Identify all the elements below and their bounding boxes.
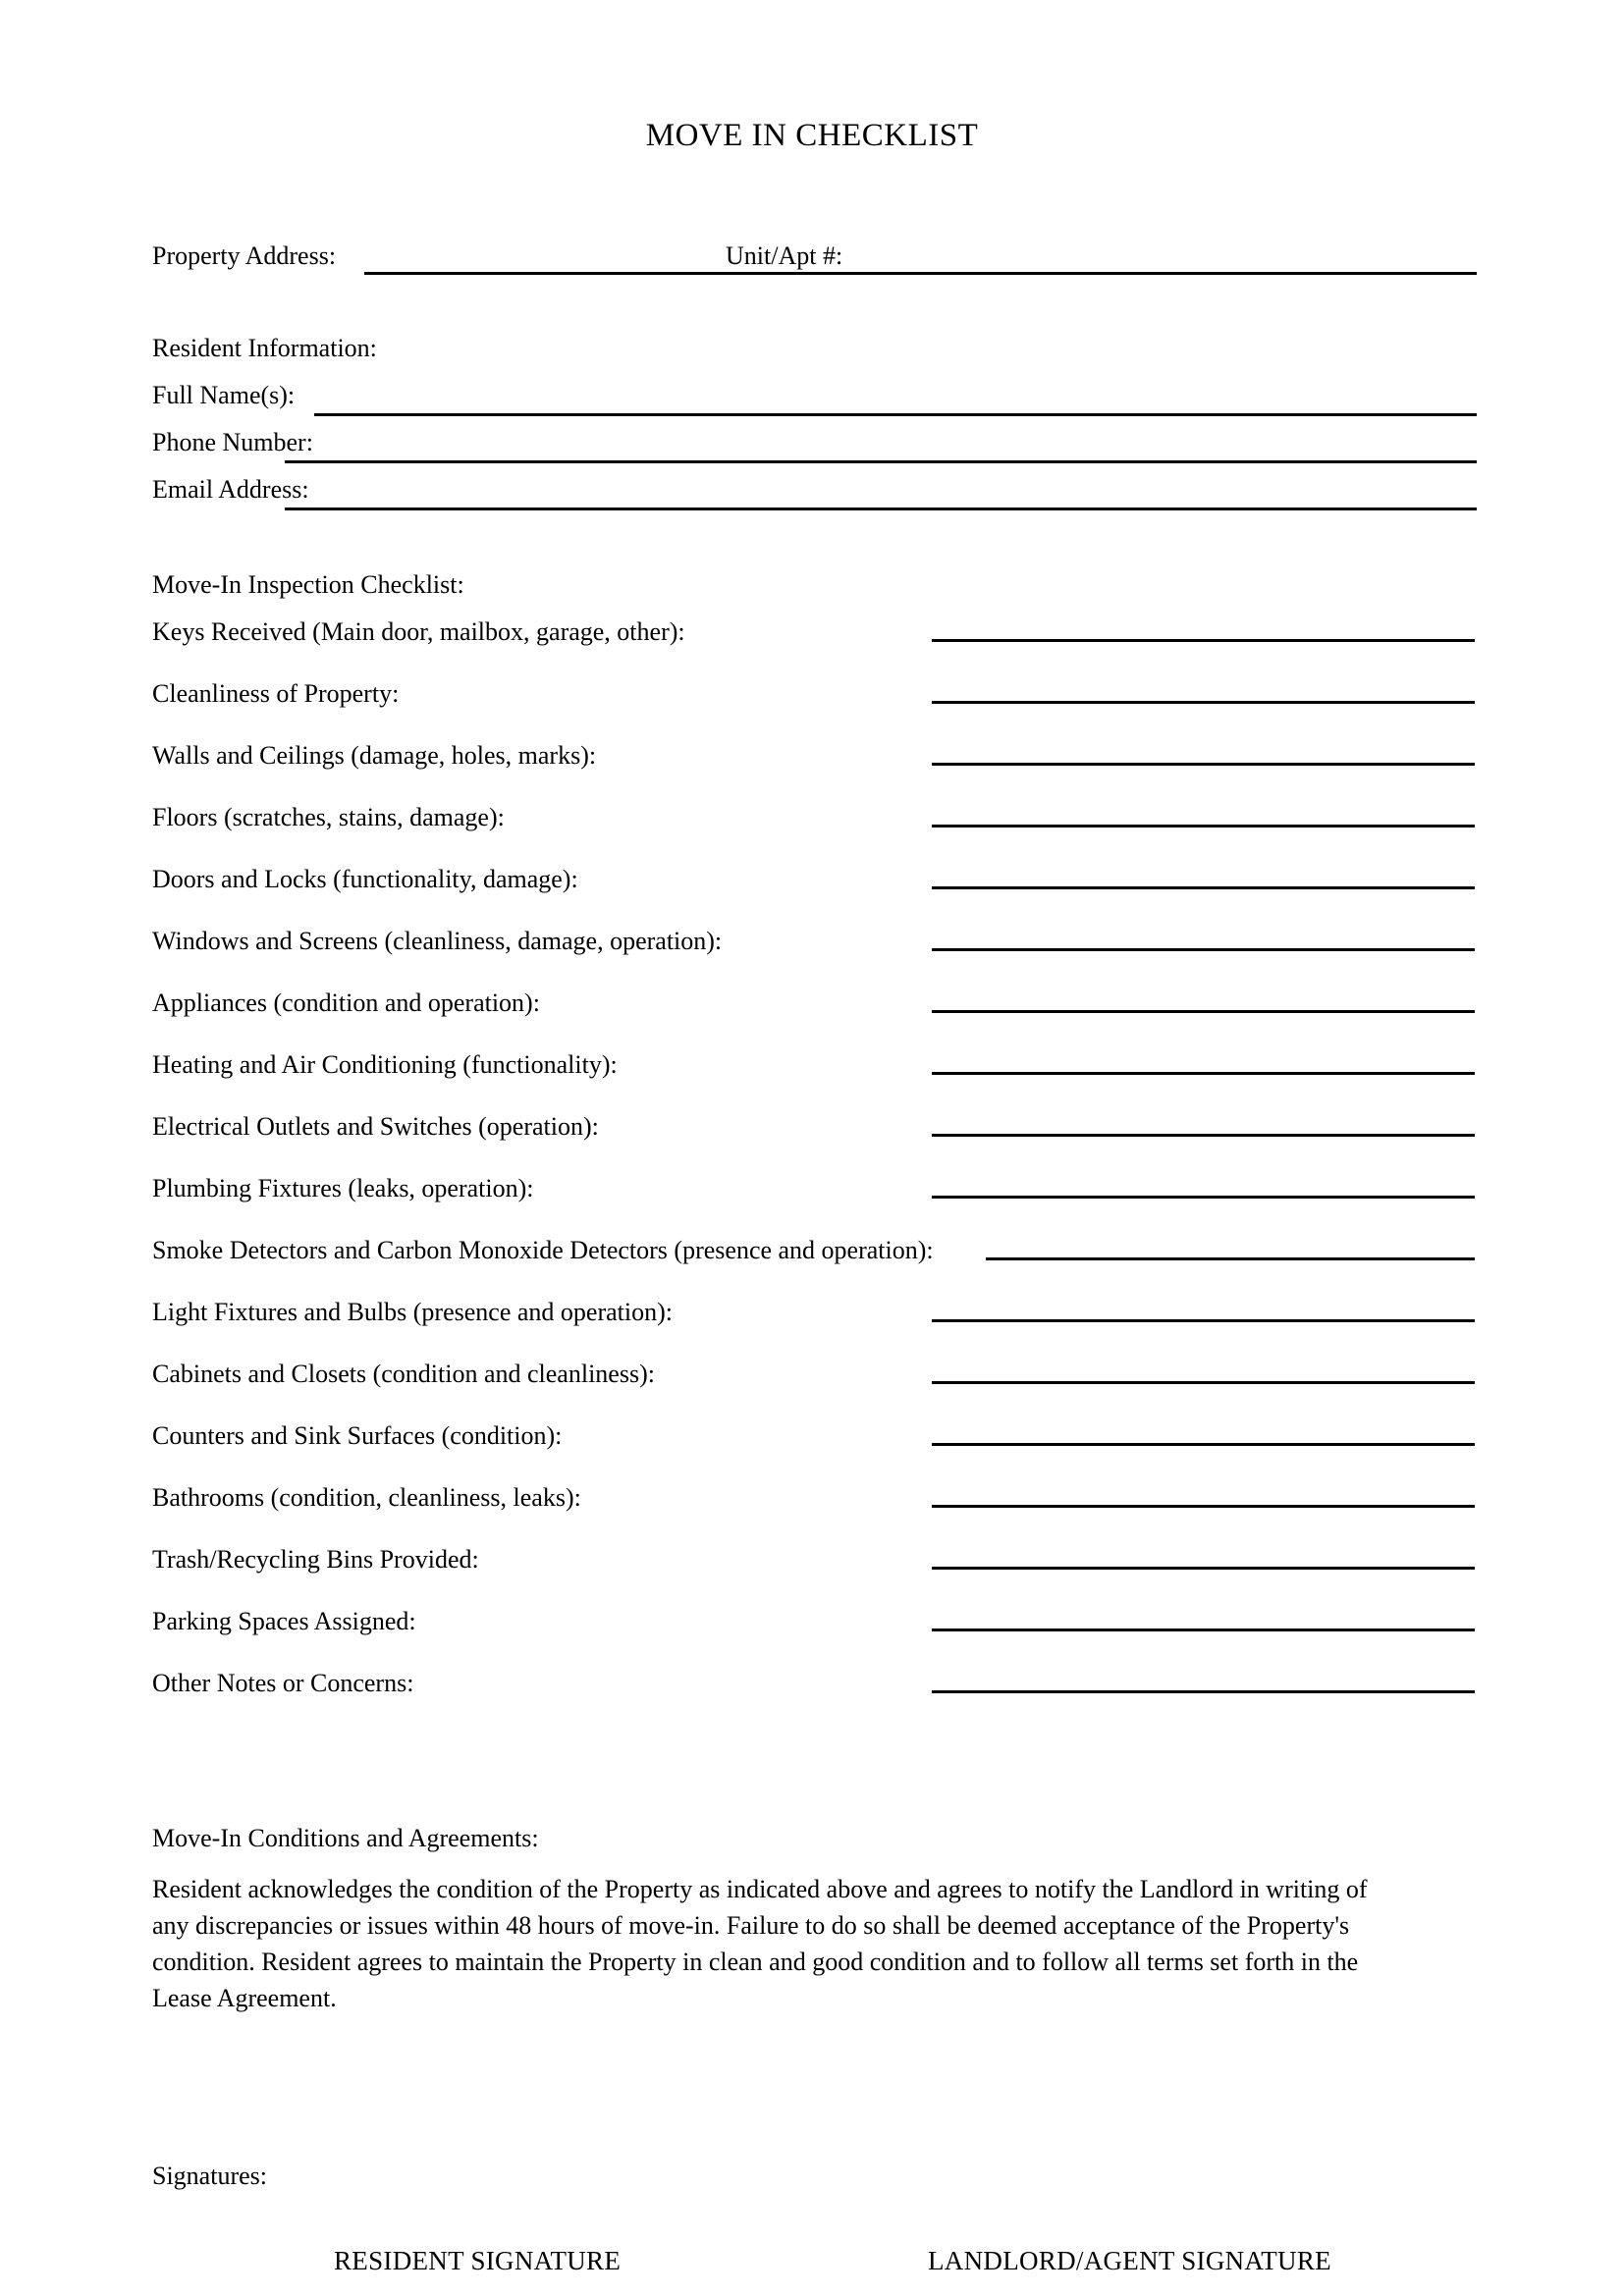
checklist-item-label-13: Counters and Sink Surfaces (condition): bbox=[152, 1421, 563, 1450]
checklist-item-label-3: Floors (scratches, stains, damage): bbox=[152, 803, 505, 831]
checklist-item-input-0[interactable] bbox=[932, 639, 1475, 642]
checklist-item-input-4[interactable] bbox=[932, 886, 1475, 889]
checklist-item-input-14[interactable] bbox=[932, 1505, 1475, 1508]
conditions-paragraph-line-1: any discrepancies or issues within 48 hours of move-in. Failure to do so shall be deemed acceptance of the Property's bbox=[152, 1911, 1350, 1940]
unit-apt-label: Unit/Apt #: bbox=[726, 241, 843, 270]
checklist-item-label-7: Heating and Air Conditioning (functionality): bbox=[152, 1050, 618, 1079]
checklist-item-label-10: Smoke Detectors and Carbon Monoxide Detectors (presence and operation): bbox=[152, 1236, 934, 1264]
conditions-paragraph-line-3: Lease Agreement. bbox=[152, 1984, 337, 2012]
checklist-item-input-16[interactable] bbox=[932, 1629, 1475, 1631]
conditions-paragraph bbox=[152, 1871, 1470, 2016]
resident-information-heading: Resident Information: bbox=[152, 334, 377, 362]
checklist-item-label-16: Parking Spaces Assigned: bbox=[152, 1607, 416, 1635]
checklist-item-label-6: Appliances (condition and operation): bbox=[152, 988, 540, 1017]
checklist-item-label-15: Trash/Recycling Bins Provided: bbox=[152, 1545, 479, 1574]
checklist-item-label-12: Cabinets and Closets (condition and cleanliness): bbox=[152, 1360, 655, 1388]
resident-signature-caption: RESIDENT SIGNATURE bbox=[334, 2246, 622, 2275]
conditions-heading: Move-In Conditions and Agreements: bbox=[152, 1824, 539, 1852]
conditions-paragraph-line-2: condition. Resident agrees to maintain the Property in clean and good condition and to follow all terms set forth in the bbox=[152, 1948, 1359, 1976]
checklist-item-input-7[interactable] bbox=[932, 1072, 1475, 1075]
phone-number-label: Phone Number: bbox=[152, 428, 313, 456]
conditions-paragraph-line-0: Resident acknowledges the condition of the Property as indicated above and agrees to notify the Landlord in writing of bbox=[152, 1875, 1368, 1903]
phone-number-input[interactable] bbox=[285, 460, 1477, 463]
page-title: MOVE IN CHECKLIST bbox=[645, 118, 979, 153]
checklist-item-input-10[interactable] bbox=[986, 1257, 1475, 1260]
checklist-item-input-8[interactable] bbox=[932, 1134, 1475, 1137]
checklist-item-label-8: Electrical Outlets and Switches (operation): bbox=[152, 1112, 599, 1141]
checklist-item-label-5: Windows and Screens (cleanliness, damage, operation): bbox=[152, 927, 723, 955]
signatures-heading: Signatures: bbox=[152, 2162, 267, 2190]
checklist-item-input-9[interactable] bbox=[932, 1196, 1475, 1199]
checklist-item-input-1[interactable] bbox=[932, 701, 1475, 704]
checklist-item-label-9: Plumbing Fixtures (leaks, operation): bbox=[152, 1174, 534, 1202]
checklist-item-input-13[interactable] bbox=[932, 1443, 1475, 1446]
checklist-item-input-11[interactable] bbox=[932, 1319, 1475, 1322]
checklist-item-input-6[interactable] bbox=[932, 1010, 1475, 1013]
checklist-item-label-0: Keys Received (Main door, mailbox, garage, other): bbox=[152, 617, 685, 646]
checklist-item-label-2: Walls and Ceilings (damage, holes, marks): bbox=[152, 741, 597, 770]
checklist-item-input-3[interactable] bbox=[932, 825, 1475, 828]
email-address-label: Email Address: bbox=[152, 475, 309, 504]
checklist-item-label-14: Bathrooms (condition, cleanliness, leaks): bbox=[152, 1483, 581, 1512]
email-address-input[interactable] bbox=[285, 507, 1477, 510]
checklist-item-input-12[interactable] bbox=[932, 1381, 1475, 1384]
checklist-item-input-5[interactable] bbox=[932, 948, 1475, 951]
landlord-signature-caption: LANDLORD/AGENT SIGNATURE bbox=[928, 2246, 1331, 2275]
checklist-item-input-15[interactable] bbox=[932, 1567, 1475, 1570]
checklist-item-input-2[interactable] bbox=[932, 763, 1475, 766]
checklist-item-label-11: Light Fixtures and Bulbs (presence and operation): bbox=[152, 1298, 673, 1326]
inspection-checklist-heading: Move-In Inspection Checklist: bbox=[152, 570, 464, 599]
checklist-item-input-17[interactable] bbox=[932, 1690, 1475, 1693]
checklist-item-label-17: Other Notes or Concerns: bbox=[152, 1669, 414, 1697]
checklist-item-label-4: Doors and Locks (functionality, damage): bbox=[152, 865, 578, 893]
unit-apt-input[interactable] bbox=[823, 272, 1477, 275]
checklist-item-label-1: Cleanliness of Property: bbox=[152, 679, 400, 708]
full-name-label: Full Name(s): bbox=[152, 381, 296, 409]
full-name-input[interactable] bbox=[314, 413, 1477, 416]
property-address-label: Property Address: bbox=[152, 241, 337, 270]
